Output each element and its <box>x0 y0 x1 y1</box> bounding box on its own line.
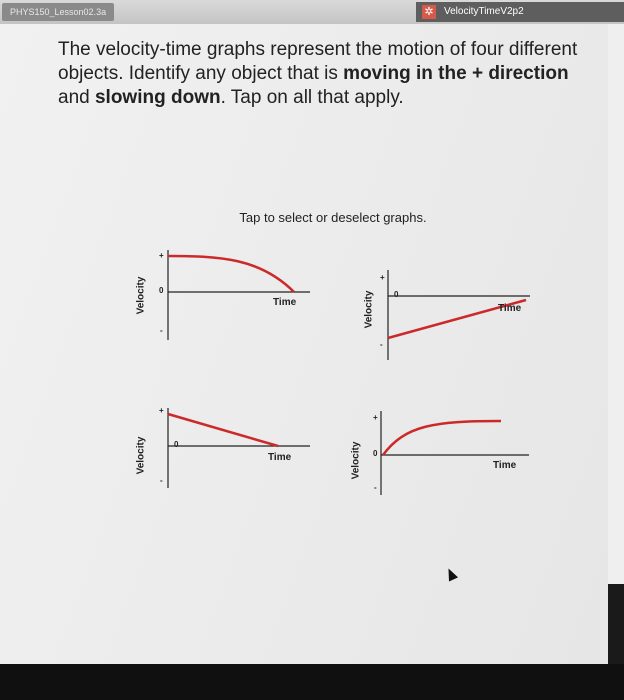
graph-1-curve <box>168 256 294 292</box>
graph-2-plus: + <box>380 273 385 282</box>
gear-icon: ✲ <box>422 5 436 19</box>
graph-option-2[interactable] <box>350 260 540 370</box>
graph-1-xlabel: Time <box>273 297 297 308</box>
graph-4-xlabel: Time <box>493 460 517 471</box>
graph-4-minus: - <box>374 483 377 492</box>
tab-lesson[interactable] <box>2 3 114 21</box>
graph-3-ylabel: Velocity <box>135 436 147 475</box>
graph-4-ylabel: Velocity <box>350 441 362 480</box>
graph-3-xlabel: Time <box>268 452 292 463</box>
question-bold2: slowing down <box>94 87 221 108</box>
question-part1: The velocity-time graphs represent the motion of four different objects. Identify any object that is <box>58 39 578 84</box>
tab-velocity-time-label: VelocityTimeV2p2 <box>444 6 524 17</box>
screen-bezel <box>0 664 624 700</box>
instruction-hint: Tap to select or deselect graphs. <box>239 210 427 225</box>
question-text <box>58 38 598 110</box>
question-bold1: moving in the + direction <box>343 63 569 84</box>
graph-1-zero: 0 <box>159 286 164 295</box>
graph-2-plot <box>350 260 540 370</box>
graph-3-minus: - <box>160 476 163 485</box>
graph-3-zero: 0 <box>174 440 179 449</box>
graph-3-plus: + <box>159 406 164 415</box>
graph-2-ylabel: Velocity <box>363 290 375 329</box>
question-part3: . Tap on all that apply. <box>220 87 404 108</box>
graph-3-plot <box>130 400 320 510</box>
tab-lesson-label: PHYS150_Lesson02.3a <box>10 7 107 17</box>
graph-1-ylabel: Velocity <box>135 276 147 315</box>
graph-2-xlabel: Time <box>498 303 522 314</box>
graph-1-plus: + <box>159 251 164 260</box>
right-strip <box>608 24 624 584</box>
graph-option-4[interactable] <box>345 405 535 515</box>
graph-4-zero: 0 <box>373 449 378 458</box>
graph-2-zero: 0 <box>394 290 399 299</box>
graph-1-minus: - <box>160 326 163 335</box>
tab-velocity-time[interactable] <box>416 2 624 22</box>
graph-option-3[interactable] <box>130 400 320 510</box>
window-title-bar <box>0 0 624 24</box>
question-part2: and <box>58 87 95 108</box>
graph-3-curve <box>168 414 278 446</box>
graph-option-1[interactable] <box>130 240 320 350</box>
graph-2-minus: - <box>380 340 383 349</box>
graph-4-plus: + <box>373 413 378 422</box>
graph-4-curve <box>383 421 501 455</box>
